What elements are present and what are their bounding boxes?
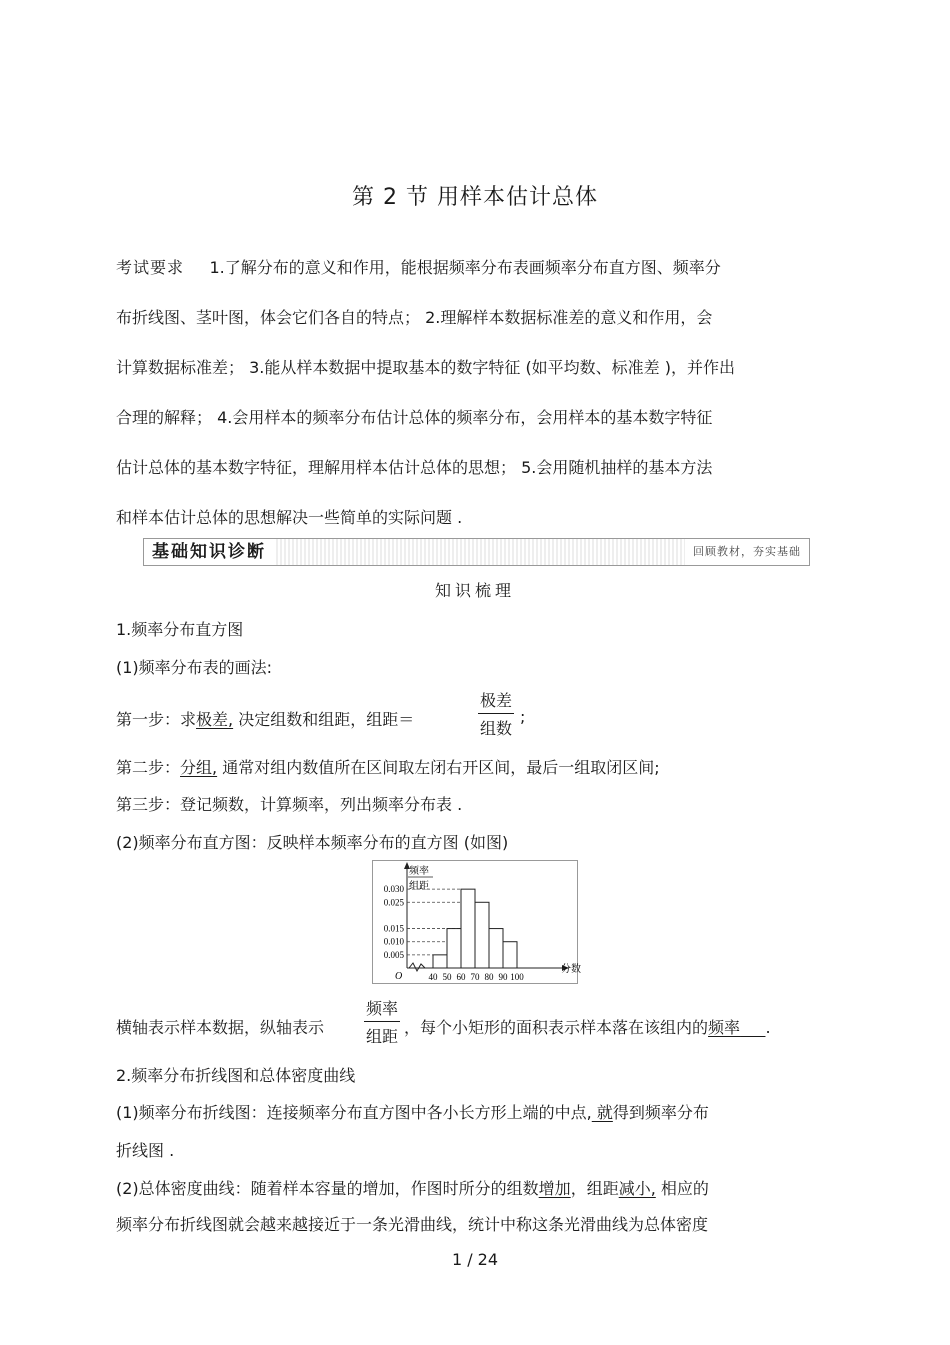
histogram-bar xyxy=(503,942,517,968)
histogram-bar xyxy=(433,955,447,968)
s2-p2-post: 相应的 xyxy=(655,1179,709,1198)
step1-underlined: 极差, xyxy=(196,710,234,729)
step2 xyxy=(116,755,660,778)
histogram-bar xyxy=(461,889,475,968)
x-tick-label: 90 xyxy=(498,972,508,982)
y-tick-label: 0.005 xyxy=(383,949,404,960)
step1 xyxy=(116,707,414,730)
x-tick-label: 40 xyxy=(428,972,438,982)
s2-p1-line2: 折线图 . xyxy=(116,1141,175,1160)
s2-heading: 2.频率分布折线图和总体密度曲线 xyxy=(116,1066,356,1085)
s1-heading: 1.频率分布直方图 xyxy=(116,620,244,639)
requirements-line-5: 估计总体的基本数字特征，理解用样本估计总体的思想； 5.会用随机抽样的基本方法 xyxy=(116,458,713,477)
page-number: 1 / 24 xyxy=(451,1250,499,1269)
s2-p1-pre: (1)频率分布折线图：连接频率分布直方图中各小长方形上端的中点, xyxy=(116,1103,592,1122)
axis-desc-pre: 横轴表示样本数据，纵轴表示 xyxy=(116,1018,325,1037)
fraction-numerator: 频率 xyxy=(364,996,400,1022)
s2-p1-post: 得到频率分布 xyxy=(612,1103,709,1122)
x-tick-label: 70 xyxy=(470,972,480,982)
y-tick-label: 0.025 xyxy=(383,897,404,908)
y-tick-label: 0.015 xyxy=(383,923,404,934)
s2-p2 xyxy=(116,1176,709,1199)
s1-sub1: (1)频率分布表的画法: xyxy=(116,658,273,677)
s2-p2-mid: ，组距 xyxy=(570,1179,619,1198)
s2-p2-pre: (2)总体密度曲线：随着样本容量的增加，作图时所分的组数 xyxy=(116,1179,539,1198)
histogram-bar xyxy=(489,929,503,968)
step1-post: 决定组数和组距，组距＝ xyxy=(233,710,415,729)
banner-title: 基础知识诊断 xyxy=(144,539,274,565)
blank-fill xyxy=(740,1018,765,1037)
x-tick-label: 100 xyxy=(510,972,524,982)
x-tick-label: 50 xyxy=(442,972,452,982)
x-tick-label: 60 xyxy=(456,972,466,982)
axis-desc-text: ，每个小矩形的面积表示样本落在该组内的 xyxy=(404,1018,709,1037)
step2-post: 通常对组内数值所在区间取左闭右开区间，最后一组取闭区间; xyxy=(217,758,660,777)
y-label-denominator: 组距 xyxy=(409,881,429,892)
y-label-numerator: 频率 xyxy=(409,866,429,877)
step3: 第三步：登记频数，计算频率，列出频率分布表 . xyxy=(116,795,463,814)
histogram-bar xyxy=(447,929,461,968)
banner-subtitle: 回顾教材，夯实基础 xyxy=(685,539,809,565)
fraction-denominator: 组数 xyxy=(480,719,513,738)
x-axis-label: 分数 xyxy=(561,964,581,975)
origin-label: O xyxy=(395,971,403,982)
axis-desc-end: . xyxy=(765,1018,771,1037)
s2-p2-underlined-2: 减小, xyxy=(618,1179,656,1198)
requirements-line-6: 和样本估计总体的思想解决一些简单的实际问题 . xyxy=(116,508,463,527)
histogram-bar xyxy=(475,902,489,968)
step2-pre: 第二步： xyxy=(116,758,181,777)
histogram-chart xyxy=(373,861,581,983)
range-over-groups-fraction xyxy=(478,688,514,739)
requirements-line-1 xyxy=(116,255,721,278)
y-tick-label: 0.030 xyxy=(383,884,404,895)
axis-break xyxy=(409,963,433,971)
x-tick-label: 80 xyxy=(484,972,494,982)
requirements-label: 考试要求 xyxy=(116,258,185,277)
step1-pre: 第一步：求 xyxy=(116,710,197,729)
s1-sub2: (2)频率分布直方图：反映样本频率分布的直方图 (如图) xyxy=(116,833,509,852)
requirements-line-3: 计算数据标准差； 3.能从样本数据中提取基本的数字特征 (如平均数、标准差 )，并作出 xyxy=(116,358,736,377)
fraction-numerator: 极差 xyxy=(478,688,514,714)
s2-p1-underlined: 就 xyxy=(591,1103,613,1122)
requirements-line-4: 合理的解释； 4.会用样本的频率分布估计总体的频率分布，会用样本的基本数字特征 xyxy=(116,408,713,427)
fraction-denominator: 组距 xyxy=(366,1027,399,1046)
s2-p2-line2: 频率分布折线图就会越来越接近于一条光滑曲线，统计中称这条光滑曲线为总体密度 xyxy=(116,1215,709,1234)
page-title: 第 2 节 用样本估计总体 xyxy=(352,185,598,210)
requirements-text: 1.了解分布的意义和作用，能根据频率分布表画频率分布直方图、频率分 xyxy=(209,258,721,277)
s2-p1 xyxy=(116,1100,709,1123)
y-tick-label: 0.010 xyxy=(383,936,404,947)
axis-desc-underlined: 频率 xyxy=(708,1018,741,1037)
section-heading: 知识梳理 xyxy=(434,581,515,600)
section-banner xyxy=(143,538,810,566)
step1-end: ; xyxy=(520,707,526,726)
s2-p2-underlined-1: 增加 xyxy=(538,1179,571,1198)
step2-underlined: 分组, xyxy=(180,758,218,777)
freq-over-width-fraction xyxy=(364,996,400,1047)
requirements-line-2: 布折线图、茎叶图，体会它们各自的特点； 2.理解样本数据标准差的意义和作用，会 xyxy=(116,308,713,327)
axis-desc-post xyxy=(404,1015,771,1038)
histogram-figure xyxy=(372,860,581,984)
